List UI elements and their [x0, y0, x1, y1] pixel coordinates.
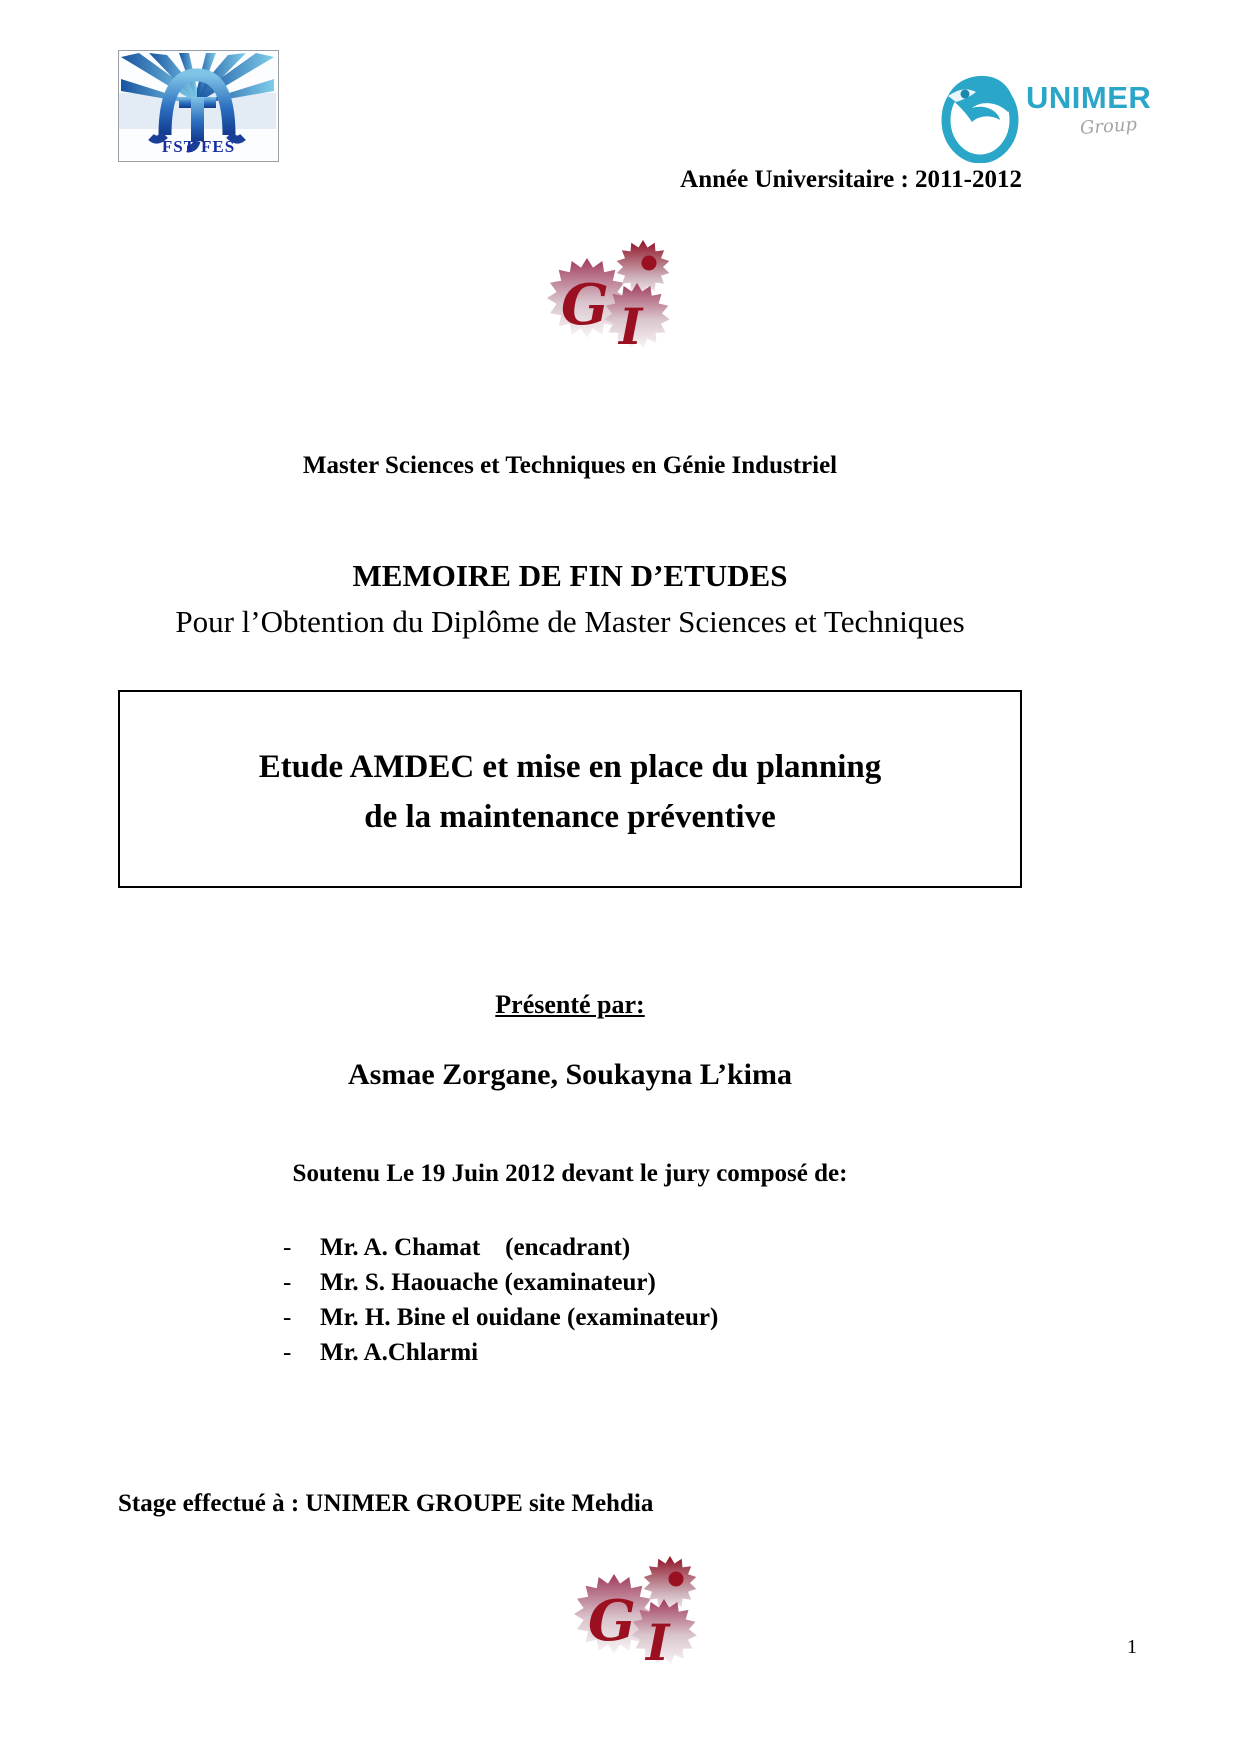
jury-row [283, 1230, 718, 1265]
gi-letter-i: I [646, 1613, 670, 1668]
jury-row [283, 1335, 718, 1370]
jury-dash: - [283, 1304, 292, 1331]
jury-row [283, 1300, 718, 1335]
presented-by-label: Présenté par: [495, 990, 645, 1019]
gi-dot-icon [669, 1572, 684, 1587]
authors: Asmae Zorgane, Soukayna L’kima [348, 1058, 792, 1091]
jury-member: Mr. A.Chlarmi [320, 1339, 479, 1366]
gi-logo-top [545, 240, 675, 352]
jury-row [283, 1265, 718, 1300]
unimer-logo [938, 64, 1168, 164]
page-number: 1 [1127, 1636, 1137, 1658]
gi-letter-i: I [619, 297, 643, 352]
fst-fes-logo [118, 50, 279, 162]
thesis-title-line1: Etude AMDEC et mise en place du planning [258, 749, 882, 785]
academic-year: Année Universitaire : 2011-2012 [680, 166, 1022, 193]
jury-member: Mr. S. Haouache (examinateur) [320, 1269, 656, 1296]
thesis-title-box [118, 690, 1022, 888]
gi-letter-g: G [588, 1588, 636, 1654]
jury-member: Mr. H. Bine el ouidane (examinateur) [320, 1304, 719, 1331]
unimer-wordmark: UNIMER [1026, 80, 1152, 115]
jury-dash: - [283, 1234, 292, 1261]
internship-location: Stage effectué à : UNIMER GROUPE site Mehdia [118, 1490, 654, 1517]
gi-gears-icon [572, 1556, 702, 1668]
fst-logo-caption: FST FES [161, 137, 236, 156]
defense-intro: Soutenu Le 19 Juin 2012 devant le jury composé de: [292, 1160, 848, 1187]
unimer-group-label: Group [1079, 114, 1138, 139]
gi-logo-bottom [572, 1556, 702, 1668]
thesis-title-line2: de la maintenance préventive [364, 799, 776, 835]
memoire-heading: MEMOIRE DE FIN D’ETUDES [352, 558, 788, 593]
gi-dot-icon [642, 256, 657, 271]
memoire-subheading: Pour l’Obtention du Diplôme de Master Sciences et Techniques [175, 604, 965, 639]
program-title: Master Sciences et Techniques en Génie Industriel [302, 452, 838, 479]
jury-member: Mr. A. Chamat (encadrant) [320, 1234, 631, 1261]
gi-gears-icon [545, 240, 675, 352]
jury-dash: - [283, 1339, 292, 1366]
gi-letter-g: G [561, 272, 609, 338]
unimer-fish-icon [938, 68, 1023, 163]
jury-list [283, 1230, 718, 1370]
jury-dash: - [283, 1269, 292, 1296]
